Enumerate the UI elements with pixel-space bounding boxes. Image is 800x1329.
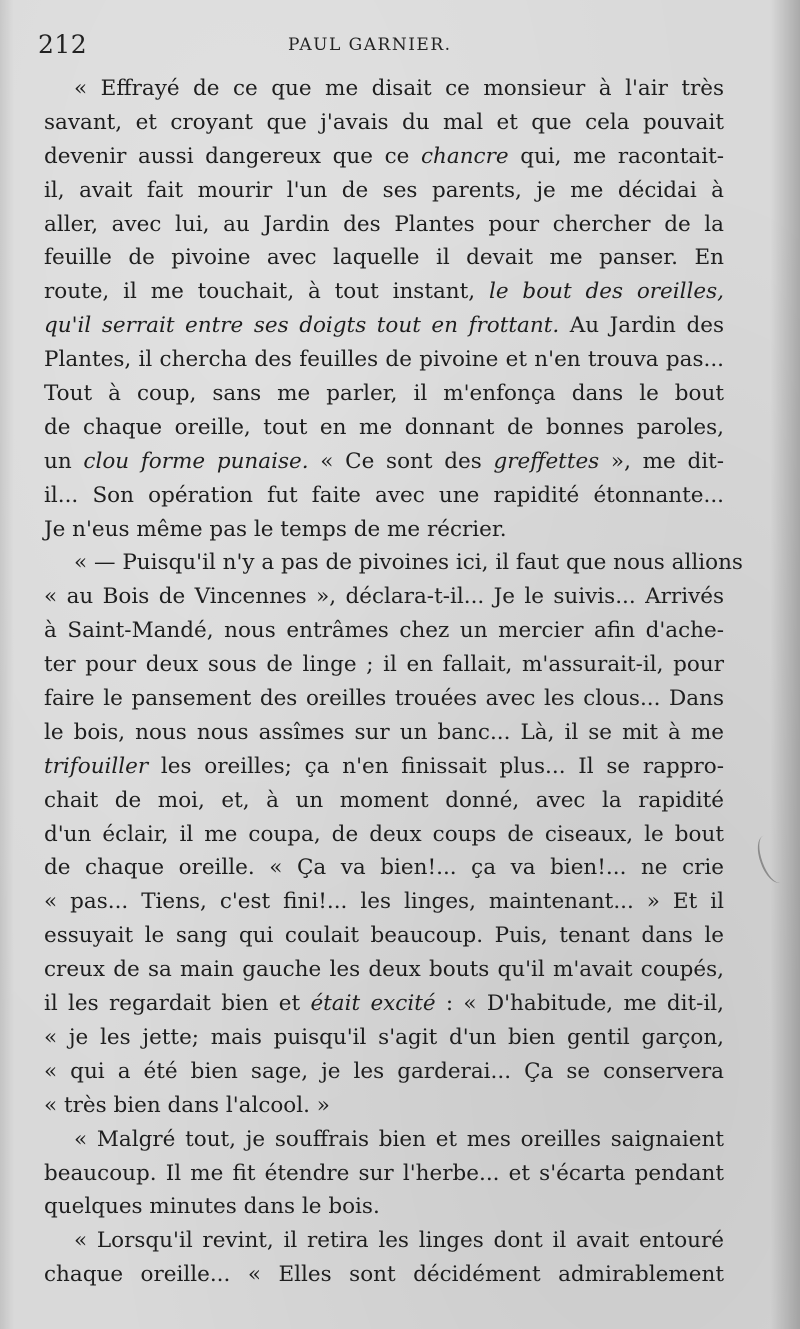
text-line: chait de moi, et, à un moment donné, avec la rapidité [44,787,724,813]
text-line: Tout à coup, sans me parler, il m'enfonça dans le bout [44,381,724,407]
text-segment: les oreilles; ça n'en finissait plus... Il se rappro- [148,753,724,779]
text-segment: « Ce sont des [308,448,494,474]
text-line: « pas... Tiens, c'est fini!... les linges, maintenant... » Et il [44,889,724,915]
text-segment: », me dit- [599,448,724,474]
text-line: « Malgré tout, je souffrais bien et mes oreilles saignaient [74,1126,724,1152]
text-line: « — Puisqu'il n'y a pas de pivoines ici, il faut que nous allions [74,550,743,576]
text-line [44,140,724,174]
italic-phrase: était excité [310,991,436,1017]
text-line: « au Bois de Vincennes », déclara-t-il... Je le suivis... Arrivés [44,584,724,610]
page-header [38,30,728,64]
text-line [44,987,724,1021]
text-segment: route, il me touchait, à tout instant, [44,279,489,305]
page-number: 212 [38,30,88,59]
text-line: « Lorsqu'il revint, il retira les linges dont il avait entouré [74,1228,724,1254]
text-line: creux de sa main gauche les deux bouts qu'il m'avait coupés, [44,957,724,983]
text-segment: devenir aussi dangereux que ce [44,143,421,169]
text-line: essuyait le sang qui coulait beaucoup. Puis, tenant dans le [44,923,724,949]
paragraph [44,1224,724,1292]
text-line: « je les jette; mais puisqu'il s'agit d'un bien gentil garçon, [44,1024,724,1050]
text-line: « qui a été bien sage, je les garderai... Ça se conservera [44,1058,724,1084]
paragraph [44,546,743,1122]
running-head: PAUL GARNIER. [288,35,452,55]
text-line: beaucoup. Il me fit étendre sur l'herbe... et s'écarta pendant [44,1160,724,1186]
text-line: le bois, nous nous assîmes sur un banc... Là, il se mit à me [44,719,724,745]
text-line: Je n'eus même pas le temps de me récrier. [44,516,507,542]
text-line [44,750,724,784]
text-line [44,309,724,343]
text-line: il, avait fait mourir l'un de ses parents, je me décidai à [44,177,724,203]
italic-phrase: qu'il serrait entre ses doigts tout en frottant. [44,313,560,339]
italic-phrase: le bout des oreilles, [488,279,725,305]
text-line: chaque oreille... « Elles sont décidément admirablement [44,1262,724,1288]
text-line [44,275,724,309]
text-segment: un [44,448,84,474]
text-line [44,445,724,479]
text-line: savant, et croyant que j'avais du mal et que cela pouvait [44,109,724,135]
text-line: il... Son opération fut faite avec une rapidité étonnante... [44,482,724,508]
italic-phrase: trifouiller [44,753,149,779]
italic-phrase: clou forme punaise. [83,448,309,474]
text-segment: Au Jardin des [559,313,724,339]
text-segment: : « D'habitude, me dit-il, [435,991,724,1017]
text-line: Plantes, il chercha des feuilles de pivoine et n'en trouva pas... [44,347,724,373]
paragraph [44,1123,724,1225]
body-text [44,72,743,1292]
italic-phrase: chancre [420,143,509,169]
italic-phrase: greffettes [493,448,600,474]
text-line: « Effrayé de ce que me disait ce monsieur à l'air très [74,76,724,101]
text-line: de chaque oreille, tout en me donnant de bonnes paroles, [44,414,724,440]
text-line: à Saint-Mandé, nous entrâmes chez un mercier afin d'ache- [44,618,724,644]
text-line: « très bien dans l'alcool. » [44,1092,330,1118]
text-line: d'un éclair, il me coupa, de deux coups de ciseaux, le bout [44,821,724,847]
text-segment: il les regardait bien et [44,991,311,1017]
text-line: aller, avec lui, au Jardin des Plantes pour chercher de la [44,211,724,237]
text-line: de chaque oreille. « Ça va bien!... ça va bien!... ne crie [44,855,724,881]
text-line: quelques minutes dans le bois. [44,1194,380,1220]
text-line: ter pour deux sous de linge ; il en fallait, m'assurait-il, pour [44,652,724,678]
text-segment: qui, me racontait- [508,143,725,169]
text-line: faire le pansement des oreilles trouées avec les clous... Dans [44,686,724,712]
margin-pencil-mark [752,831,792,886]
text-line: feuille de pivoine avec laquelle il devait me panser. En [44,245,724,271]
paragraph [44,72,724,546]
